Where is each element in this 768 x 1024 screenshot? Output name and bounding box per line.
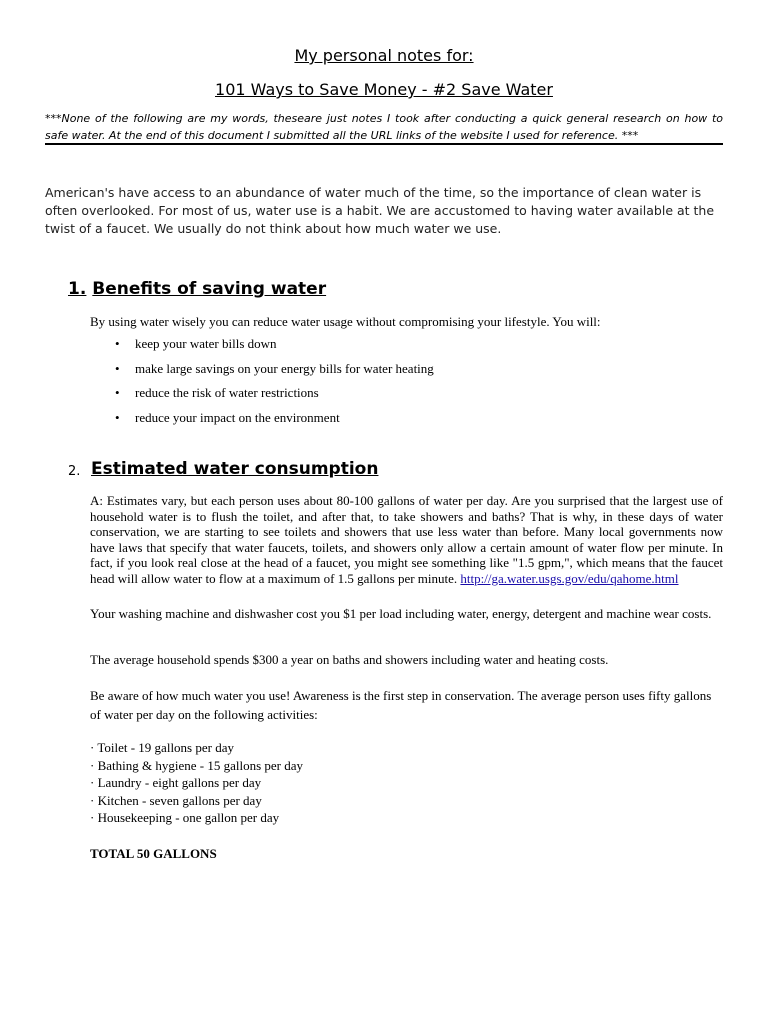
list-item: · Toilet - 19 gallons per day [90, 740, 234, 755]
document-title-line-1: My personal notes for: [294, 46, 474, 65]
list-item: · Housekeeping - one gallon per day [90, 810, 280, 825]
list-item: · Laundry - eight gallons per day [90, 775, 262, 790]
list-item: · Kitchen - seven gallons per day [90, 792, 262, 808]
list-item [90, 409, 434, 434]
bullet-icon: • [115, 336, 120, 351]
section-1-heading [68, 279, 326, 299]
section-1-lead: By using water wisely you can reduce water usage without compromising your lifestyle. You will: [90, 314, 601, 329]
section-2-paragraph-b: Your washing machine and dishwasher cost you $1 per load including water, energy, detergent and machine wear costs. [90, 606, 712, 621]
document-title-line-2: 101 Ways to Save Money - #2 Save Water [215, 80, 553, 99]
section-1-number: 1. [68, 279, 87, 299]
disclaimer-note: ***None of the following are my words, theseare just notes I took after conducting a quick general research on how to safe water. At the end of this document I submitted all the URL links of the website I used for reference. *** [45, 112, 723, 142]
list-item-text: reduce your impact on the environment [135, 409, 340, 425]
list-item [90, 384, 434, 409]
bullet-icon: • [115, 409, 120, 425]
list-item [90, 335, 434, 360]
header-divider [45, 143, 723, 145]
section-2-paragraph-c: The average household spends $300 a year on baths and showers including water and heating costs. [90, 652, 609, 667]
bullet-icon: • [115, 385, 120, 401]
section-1-title: Benefits of saving water [92, 279, 327, 299]
list-item-text: make large savings on your energy bills for water heating [135, 360, 434, 376]
list-item [90, 360, 434, 385]
section-2-heading: Estimated water consumption [91, 459, 379, 479]
total-gallons: TOTAL 50 GALLONS [90, 846, 217, 861]
list-item-text: reduce the risk of water restrictions [135, 385, 319, 401]
intro-paragraph: American's have access to an abundance of water much of the time, so the importance of clean water is often overlooked. For most of us, water use is a habit. We are accustomed to having water available at the twist of a faucet. We usually do not think about how much water we use. [45, 185, 715, 236]
usage-list [90, 739, 303, 827]
section-2-paragraph-a [90, 493, 723, 586]
list-item-text: keep your water bills down [135, 336, 277, 351]
list-item: · Bathing & hygiene - 15 gallons per day [90, 757, 304, 773]
paragraph-a-text: A: Estimates vary, but each person uses about 80-100 gallons of water per day. Are you surprised that the largest use of household water is to flush the toilet, and after that, to take showers and baths? That is why, in these days of water conservation, we are starting to see toilets and showers that use less water than before. Many local governments now have laws that specify that water faucets, toilets, and showers only allow a certain amount of water flow per minute. In fact, if you look real close at the head of a faucet, you might see something like "1.5 gpm,", which means that the faucet head will allow water to flow at a maximum of 1.5 gallons per minute. [90, 493, 723, 586]
section-2-paragraph-d: Be aware of how much water you use! Awareness is the first step in conservation. The average person uses fifty gallons of water per day on the following activities: [90, 688, 712, 722]
benefits-list [90, 335, 434, 433]
bullet-icon: • [115, 360, 120, 376]
reference-link[interactable]: http://ga.water.usgs.gov/edu/qahome.html [460, 570, 679, 586]
section-2-number: 2. [68, 464, 81, 479]
